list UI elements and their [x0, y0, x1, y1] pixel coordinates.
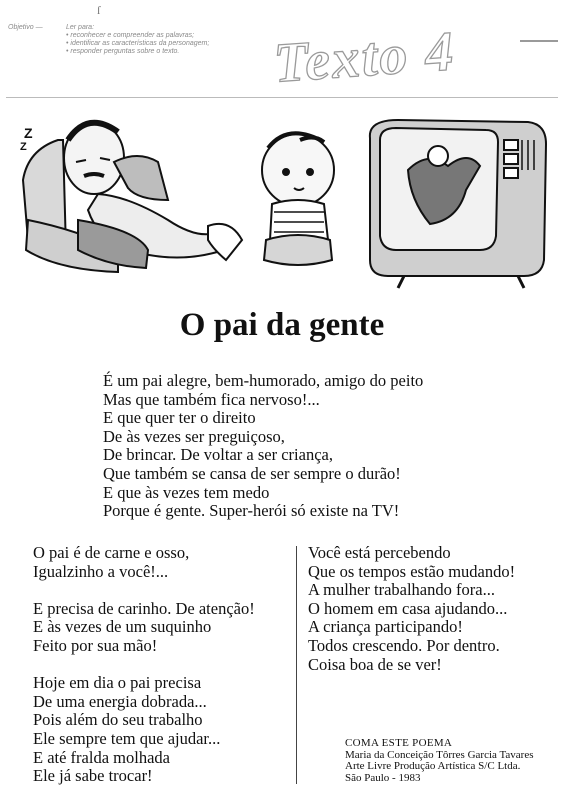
stanza-gap [33, 656, 255, 675]
verse-line: O homem em casa ajudando... [308, 598, 508, 618]
verse-line: Porque é gente. Super-herói só existe na TV! [103, 501, 400, 521]
verse-line: Que também se cansa de ser sempre o durão! [103, 463, 401, 483]
verse-line: Todos crescendo. Por dentro. [308, 635, 500, 655]
verse-line: E até fralda molhada [33, 747, 170, 767]
verse-line: Hoje em dia o pai precisa [33, 673, 202, 693]
credits-line: Maria da Conceição Tôrres Garcia Tavares [345, 748, 534, 761]
verse-line: Ele já sabe trocar! [33, 766, 153, 786]
verse-line: A mulher trabalhando fora... [308, 580, 495, 600]
verse-line: E que às vezes tem medo [103, 482, 270, 502]
objectives-intro: Ler para: [66, 24, 95, 31]
stanza-intro [103, 372, 423, 521]
objectives-block [8, 24, 278, 56]
objective-item: • reconhecer e compreender as palavras; [66, 32, 195, 39]
verse-line: É um pai alegre, bem-humorado, amigo do peito [103, 371, 424, 390]
verse-line: E precisa de carinho. De atenção! [33, 598, 255, 618]
verse-line: Pois além do seu trabalho [33, 710, 203, 730]
stanza [33, 544, 255, 581]
verse-line: Ele sempre tem que ajudar... [33, 728, 221, 748]
credits-line: Arte Livre Produção Artística S/C Ltda. [345, 760, 521, 772]
poem-right-column [308, 544, 515, 674]
verse-line: Que os tempos estão mudando! [308, 561, 516, 581]
title-dash [520, 40, 558, 42]
objectives-label: Objetivo — [8, 24, 43, 31]
svg-text:Z: Z [20, 141, 27, 153]
svg-text:Z: Z [24, 125, 33, 141]
verse-line: De às vezes ser preguiçoso, [103, 426, 285, 446]
section-title: Texto 4 [271, 20, 458, 95]
header-divider [6, 97, 558, 98]
stanza [33, 674, 255, 786]
credits-block [345, 738, 533, 784]
family-tv-illustration [18, 100, 548, 290]
poem-left-column [33, 544, 255, 786]
verse-line: E que quer ter o direito [103, 408, 256, 428]
verse-line: De brincar. De voltar a ser criança, [103, 445, 333, 465]
verse-line: Igualzinho a você!... [33, 561, 169, 581]
verse-line: Feito por sua mão! [33, 635, 158, 655]
verse-line: De uma energia dobrada... [33, 691, 207, 711]
objective-item: • identificar as características da personagem; [66, 40, 210, 47]
verse-line: A criança participando! [308, 617, 463, 637]
column-divider [296, 546, 297, 784]
stanza [308, 544, 515, 674]
stanza-gap [33, 581, 255, 600]
poem-title: O pai da gente [179, 307, 385, 343]
verse-line: Mas que também fica nervoso!... [103, 389, 320, 409]
verse-line: O pai é de carne e osso, [33, 543, 190, 562]
pen-mark: ſ [97, 3, 101, 17]
verse-line: E às vezes de um suquinho [33, 617, 212, 637]
credits-title: COMA ESTE POEMA [345, 737, 453, 749]
stanza [33, 600, 255, 656]
verse-line: Você está percebendo [308, 543, 451, 562]
verse-line: Coisa boa de se ver! [308, 654, 442, 674]
objectives-list [8, 32, 278, 56]
objective-item: • responder perguntas sobre o texto. [66, 48, 180, 55]
credits-line: São Paulo - 1983 [345, 771, 421, 784]
